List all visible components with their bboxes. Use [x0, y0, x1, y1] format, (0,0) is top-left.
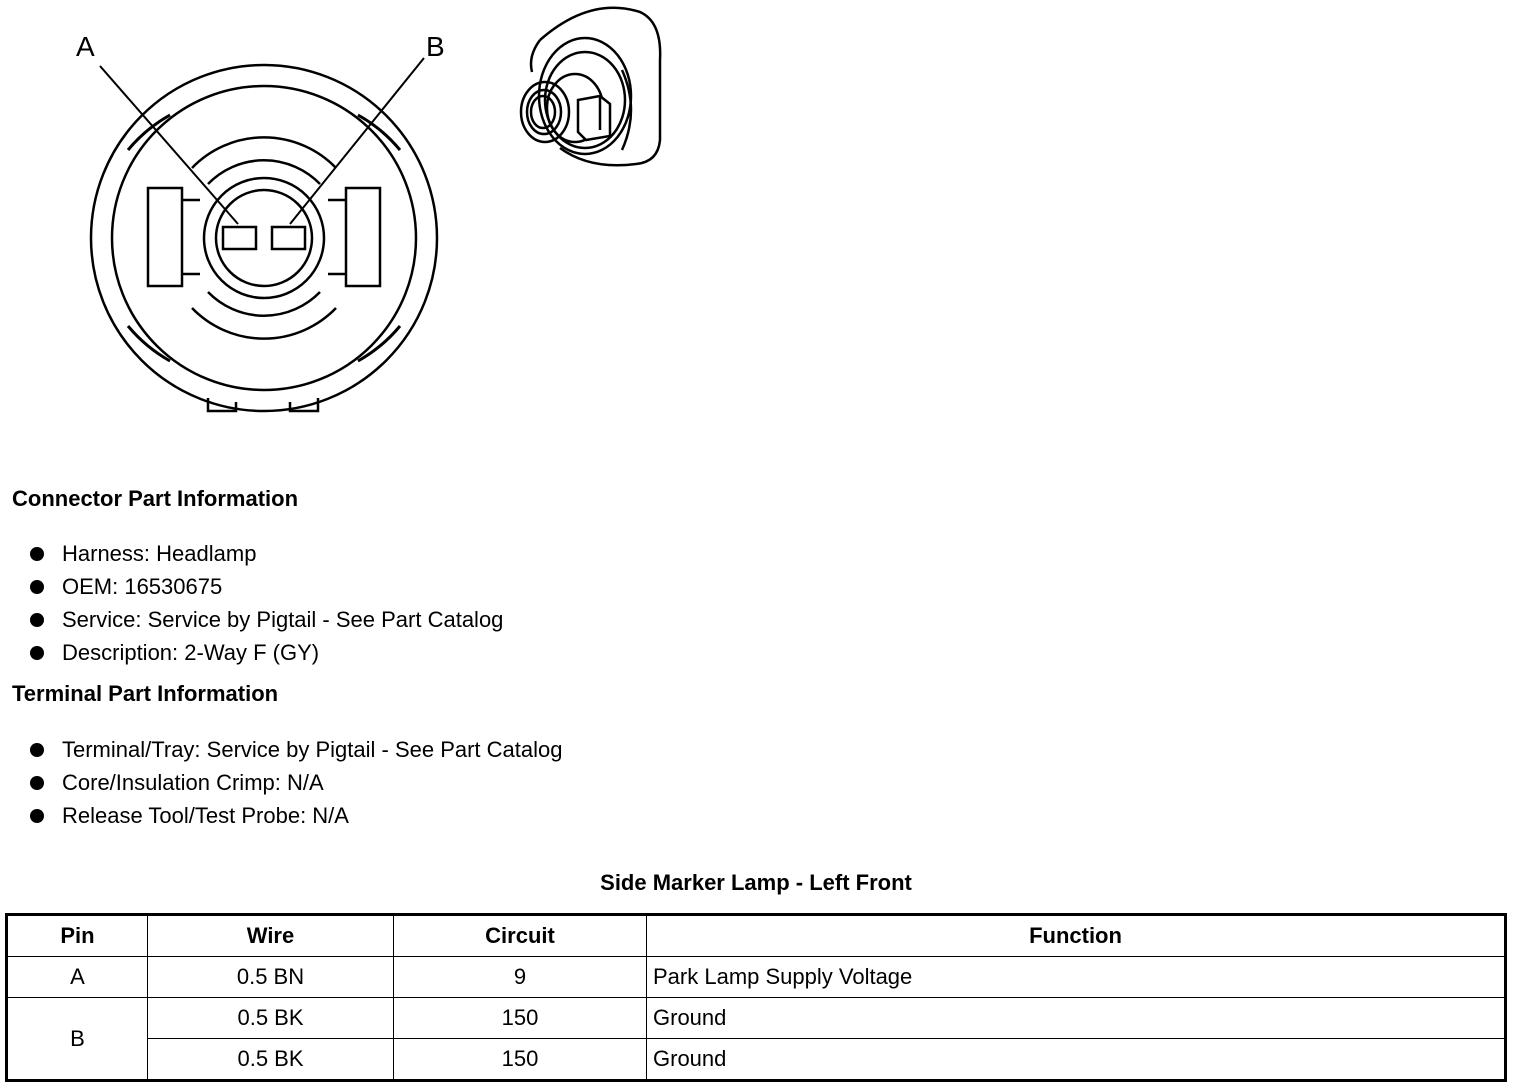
list-item: Harness: Headlamp [28, 537, 503, 570]
cell-function: Park Lamp Supply Voltage [647, 957, 1506, 998]
cell-function: Ground [647, 998, 1506, 1039]
list-item: Description: 2-Way F (GY) [28, 636, 503, 669]
bullet-icon [30, 580, 44, 594]
bullet-icon [30, 646, 44, 660]
cell-wire: 0.5 BK [148, 998, 394, 1039]
header-pin: Pin [7, 915, 148, 957]
header-function: Function [647, 915, 1506, 957]
cell-wire: 0.5 BN [148, 957, 394, 998]
bullet-icon [30, 547, 44, 561]
pin-b-label: B [426, 31, 445, 62]
list-item: Core/Insulation Crimp: N/A [28, 766, 563, 799]
bullet-icon [30, 809, 44, 823]
table-row [7, 998, 1506, 1039]
connector-3d-view [521, 8, 660, 166]
bullet-icon [30, 743, 44, 757]
pin-b-cavity [272, 227, 305, 249]
table-row [7, 957, 1506, 998]
table-title: Side Marker Lamp - Left Front [600, 870, 912, 895]
cell-pin: B [7, 998, 148, 1081]
header-circuit: Circuit [394, 915, 647, 957]
cell-circuit: 150 [394, 1039, 647, 1081]
pin-a-cavity [223, 227, 256, 249]
bullet-icon [30, 776, 44, 790]
cell-function: Ground [647, 1039, 1506, 1081]
terminal-info-title: Terminal Part Information [12, 681, 279, 706]
list-item: Terminal/Tray: Service by Pigtail - See Part Catalog [28, 733, 563, 766]
table-row [7, 1039, 1506, 1081]
list-item: Release Tool/Test Probe: N/A [28, 799, 563, 832]
connector-info-title: Connector Part Information [12, 486, 299, 511]
terminal-info-list [28, 733, 563, 832]
cell-circuit: 9 [394, 957, 647, 998]
table-header-row [7, 915, 1506, 957]
cell-wire: 0.5 BK [148, 1039, 394, 1081]
connector-face [91, 65, 437, 411]
cell-circuit: 150 [394, 998, 647, 1039]
bullet-icon [30, 613, 44, 627]
pin-table [5, 913, 1507, 1082]
pin-a-label: A [76, 31, 95, 62]
connector-diagram [0, 0, 700, 440]
cell-pin: A [7, 957, 148, 998]
connector-info-list [28, 537, 503, 669]
list-item: OEM: 16530675 [28, 570, 503, 603]
list-item: Service: Service by Pigtail - See Part Catalog [28, 603, 503, 636]
header-wire: Wire [148, 915, 394, 957]
